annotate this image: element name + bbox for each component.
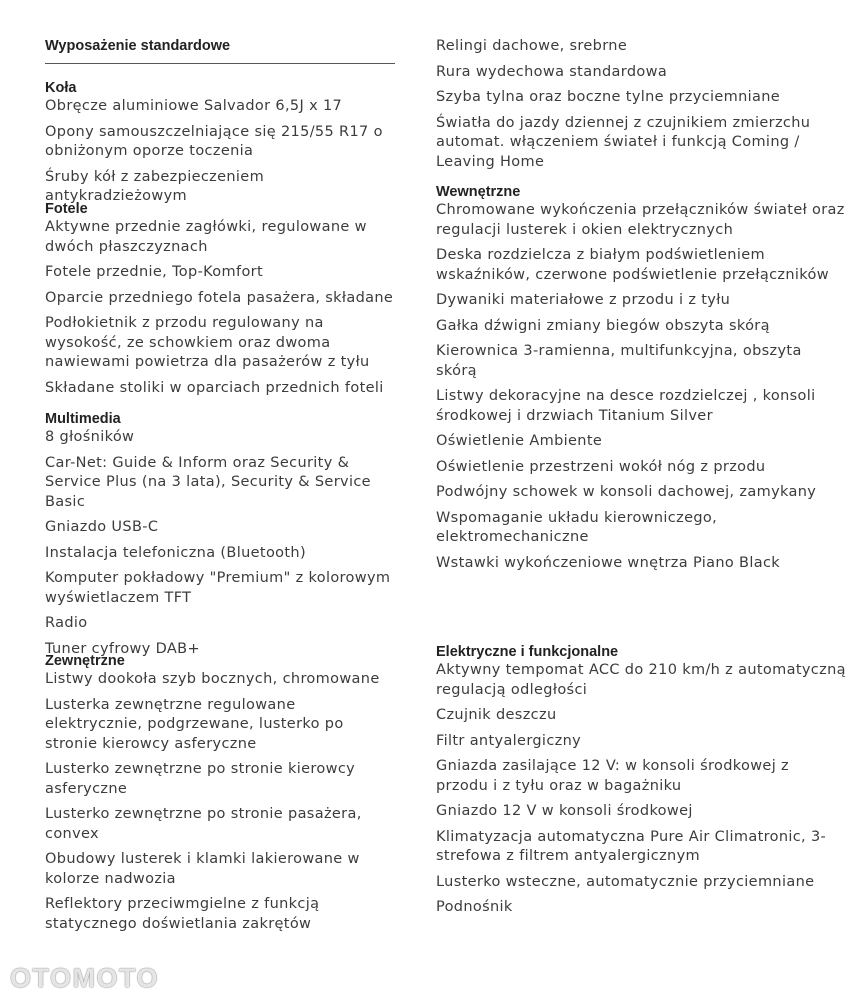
section-title: Koła	[45, 80, 77, 96]
list-item: Oświetlenie Ambiente	[436, 433, 603, 449]
page-title: Wyposażenie standardowe	[45, 38, 395, 64]
list-item: Podnośnik	[436, 899, 513, 915]
list-item: Lusterko zewnętrzne po stronie pasażera, convex	[45, 806, 362, 842]
section-title: Elektryczne i funkcjonalne	[436, 644, 619, 660]
list-item: Gałka dźwigni zmiany biegów obszyta skórą	[436, 317, 770, 334]
list-item: Car-Net: Guide & Inform oraz Security & Service Plus (na 3 lata), Security & Service Basic	[45, 454, 371, 510]
list-item: Dywaniki materiałowe z przodu i z tyłu	[436, 292, 731, 308]
section-title: Wewnętrzne	[436, 184, 521, 200]
list-item: Listwy dookoła szyb bocznych, chromowane	[45, 671, 380, 687]
list-item: Oparcie przedniego fotela pasażera, składane	[45, 289, 394, 306]
list-item: Instalacja telefoniczna (Bluetooth)	[45, 544, 306, 561]
list-item: Deska rozdzielcza z białym podświetleniem wskaźników, czerwone podświetlenie przełączników	[436, 247, 829, 283]
section-kola	[45, 79, 395, 213]
list-item: Aktywne przednie zagłówki, regulowane w dwóch płaszczyznach	[45, 219, 367, 255]
list-item: Wspomaganie układu kierowniczego, elektromechaniczne	[436, 509, 718, 545]
list-item: Aktywny tempomat ACC do 210 km/h z automatyczną regulacją odległości	[436, 662, 846, 698]
list-item: Obudowy lusterek i klamki lakierowane w kolorze nadwozia	[45, 851, 360, 887]
list-item: Wstawki wykończeniowe wnętrza Piano Black	[436, 554, 781, 571]
list-item: Opony samouszczelniające się 215/55 R17 o obniżonym oporze toczenia	[45, 123, 383, 159]
list-item: Reflektory przeciwmgielne z funkcją statycznego doświetlania zakrętów	[45, 896, 320, 932]
list-item: Listwy dekoracyjne na desce rozdzielczej , konsoli środkowej i drzwiach Titanium Silver	[436, 388, 816, 424]
section-title: Fotele	[45, 201, 88, 217]
list-item: Światła do jazdy dziennej z czujnikiem zmierzchu automat. włączeniem świateł i funkcją Coming / Leaving Home	[436, 114, 811, 170]
section-elektryczne	[436, 643, 846, 924]
list-item: Klimatyzacja automatyczna Pure Air Climatronic, 3-strefowa z filtrem antyalergicznym	[436, 828, 827, 864]
list-item: Relingi dachowe, srebrne	[436, 38, 628, 54]
list-item: Podłokietnik z przodu regulowany na wysokość, ze schowkiem oraz dwoma nawiewami powietrza dla pasażerów z tyłu	[45, 315, 370, 370]
section-zewnetrzne-cont	[436, 37, 846, 178]
list-item: Gniazdo 12 V w konsoli środkowej	[436, 803, 693, 819]
section-title: Zewnętrzne	[45, 653, 125, 669]
list-item: Czujnik deszczu	[436, 707, 557, 723]
list-item: Szyba tylna oraz boczne tylne przyciemniane	[436, 89, 781, 105]
list-item: Składane stoliki w oparciach przednich foteli	[45, 379, 384, 396]
list-item: Gniazdo USB-C	[45, 519, 159, 535]
list-item: Lusterko wsteczne, automatycznie przyciemniane	[436, 873, 815, 890]
list-item: Kierownica 3-ramienna, multifunkcyjna, obszyta skórą	[436, 343, 802, 379]
list-item: Fotele przednie, Top-Komfort	[45, 264, 264, 280]
list-item: Radio	[45, 615, 88, 631]
section-fotele	[45, 200, 395, 404]
section-multimedia	[45, 410, 395, 665]
list-item: Śruby kół z zabezpieczeniem antykradzieżowym	[45, 168, 265, 204]
list-item: Komputer pokładowy "Premium" z kolorowym wyświetlaczem TFT	[45, 570, 391, 606]
section-zewnetrzne	[45, 652, 395, 940]
list-item: Obręcze aluminiowe Salvador 6,5J x 17	[45, 98, 343, 114]
list-item: Tuner cyfrowy DAB+	[45, 640, 200, 657]
list-item: Podwójny schowek w konsoli dachowej, zamykany	[436, 484, 817, 500]
list-item: Chromowane wykończenia przełączników świateł oraz regulacji lusterek i okien elektrycznych	[436, 202, 845, 238]
list-item: 8 głośników	[45, 429, 135, 445]
list-item: Gniazda zasilające 12 V: w konsoli środkowej z przodu i z tyłu oraz w bagażniku	[436, 758, 790, 794]
section-wewnetrzne	[436, 183, 846, 579]
section-title: Multimedia	[45, 411, 121, 427]
list-item: Lusterka zewnętrzne regulowane elektrycznie, podgrzewane, lusterko po stronie kierowcy asferyczne	[45, 696, 344, 752]
list-item: Rura wydechowa standardowa	[436, 63, 668, 80]
list-item: Oświetlenie przestrzeni wokół nóg z przodu	[436, 458, 766, 475]
list-item: Lusterko zewnętrzne po stronie kierowcy asferyczne	[45, 761, 356, 797]
list-item: Filtr antyalergiczny	[436, 732, 582, 749]
otomoto-watermark: OTOMOTO	[10, 963, 160, 993]
